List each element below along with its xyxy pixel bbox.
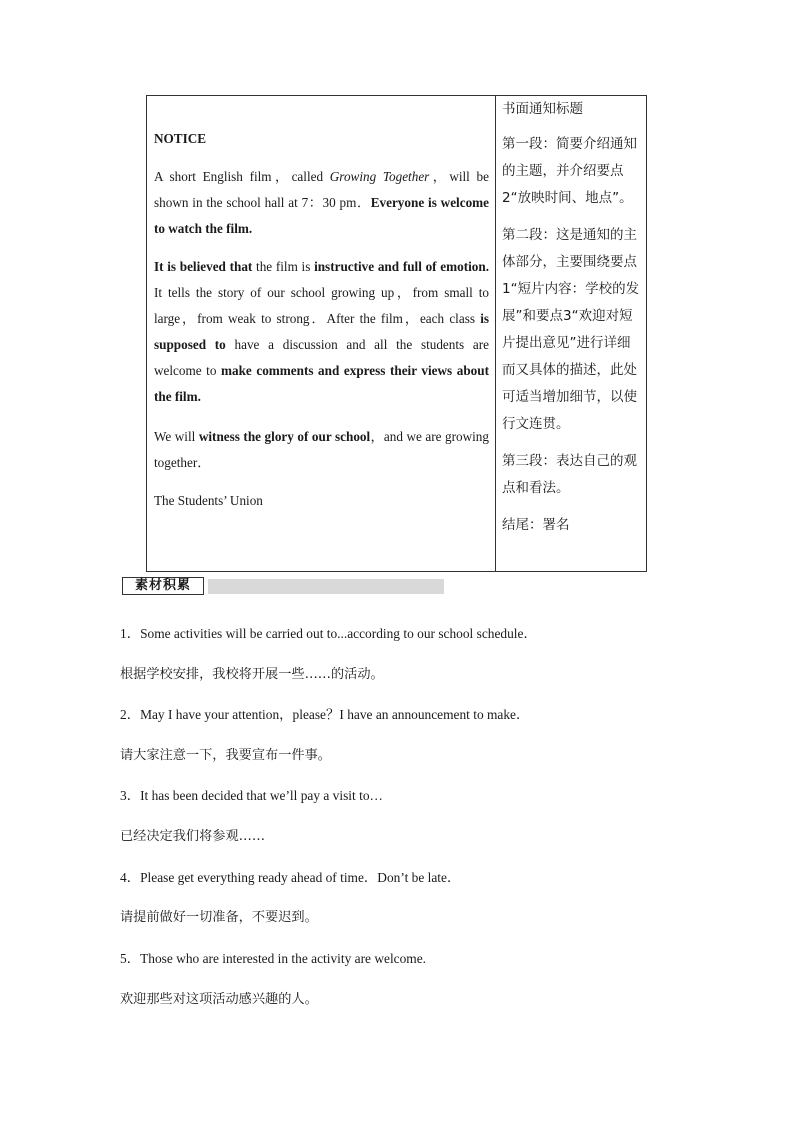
- section-header-bar: [208, 579, 444, 594]
- notice-paragraph-3: We will witness the glory of our school，and we are growing together．: [154, 429, 489, 470]
- phrase-2-zh: 请大家注意一下，我要宣布一件事。: [120, 748, 331, 763]
- notice-paragraph-1: A short English film，called Growing Together，will be shown in the school hall at 7：30 pm．Everyone is welcome to watch the film.: [154, 169, 489, 236]
- phrase-5-zh: 欢迎那些对这项活动感兴趣的人。: [120, 992, 318, 1007]
- section-label: 素材积累: [122, 577, 204, 595]
- phrase-3-zh: 已经决定我们将参观……: [120, 829, 266, 844]
- note-title: 书面通知标题: [502, 101, 583, 117]
- notice-heading: NOTICE: [154, 131, 207, 146]
- notes-column: [496, 96, 646, 571]
- notice-table: [146, 95, 647, 572]
- phrase-5-en: 5．Those who are interested in the activity are welcome.: [120, 951, 427, 966]
- notice-signature: The Students’ Union: [154, 493, 263, 508]
- note-ending: 结尾：署名: [502, 517, 570, 533]
- phrase-4-en: 4．Please get everything ready ahead of time．Don’t be late．: [120, 870, 461, 885]
- notice-text-column: [147, 96, 496, 571]
- note-paragraph-2: 第二段：这是通知的主体部分，主要围绕要点1“短片内容：学校的发展”和要点3“欢迎对短片提出意见”进行详细而又具体的描述，此处可适当增加细节，以使行文连贯。: [502, 227, 640, 432]
- phrase-4-zh: 请提前做好一切准备，不要迟到。: [120, 910, 318, 925]
- section-header: [122, 577, 444, 597]
- phrase-2-en: 2．May I have your attention，please？I have an announcement to make．: [120, 707, 530, 722]
- notice-paragraph-2: It is believed that the film is instructive and full of emotion. It tells the story of our school growing up，from small to large，from weak to strong．After the film，each class is supposed to have a discussion and all the students are welcome to make comments and express their views about the film.: [154, 259, 490, 404]
- note-paragraph-1: 第一段：简要介绍通知的主题，并介绍要点2“放映时间、地点”。: [502, 136, 637, 206]
- phrase-3-en: 3．It has been decided that we’ll pay a visit to…: [120, 788, 383, 803]
- phrase-1-en: 1．Some activities will be carried out to...according to our school schedule．: [120, 626, 537, 641]
- film-title: Growing Together: [329, 169, 430, 184]
- note-paragraph-3: 第三段：表达自己的观点和看法。: [502, 453, 637, 496]
- phrase-1-zh: 根据学校安排，我校将开展一些……的活动。: [120, 667, 384, 682]
